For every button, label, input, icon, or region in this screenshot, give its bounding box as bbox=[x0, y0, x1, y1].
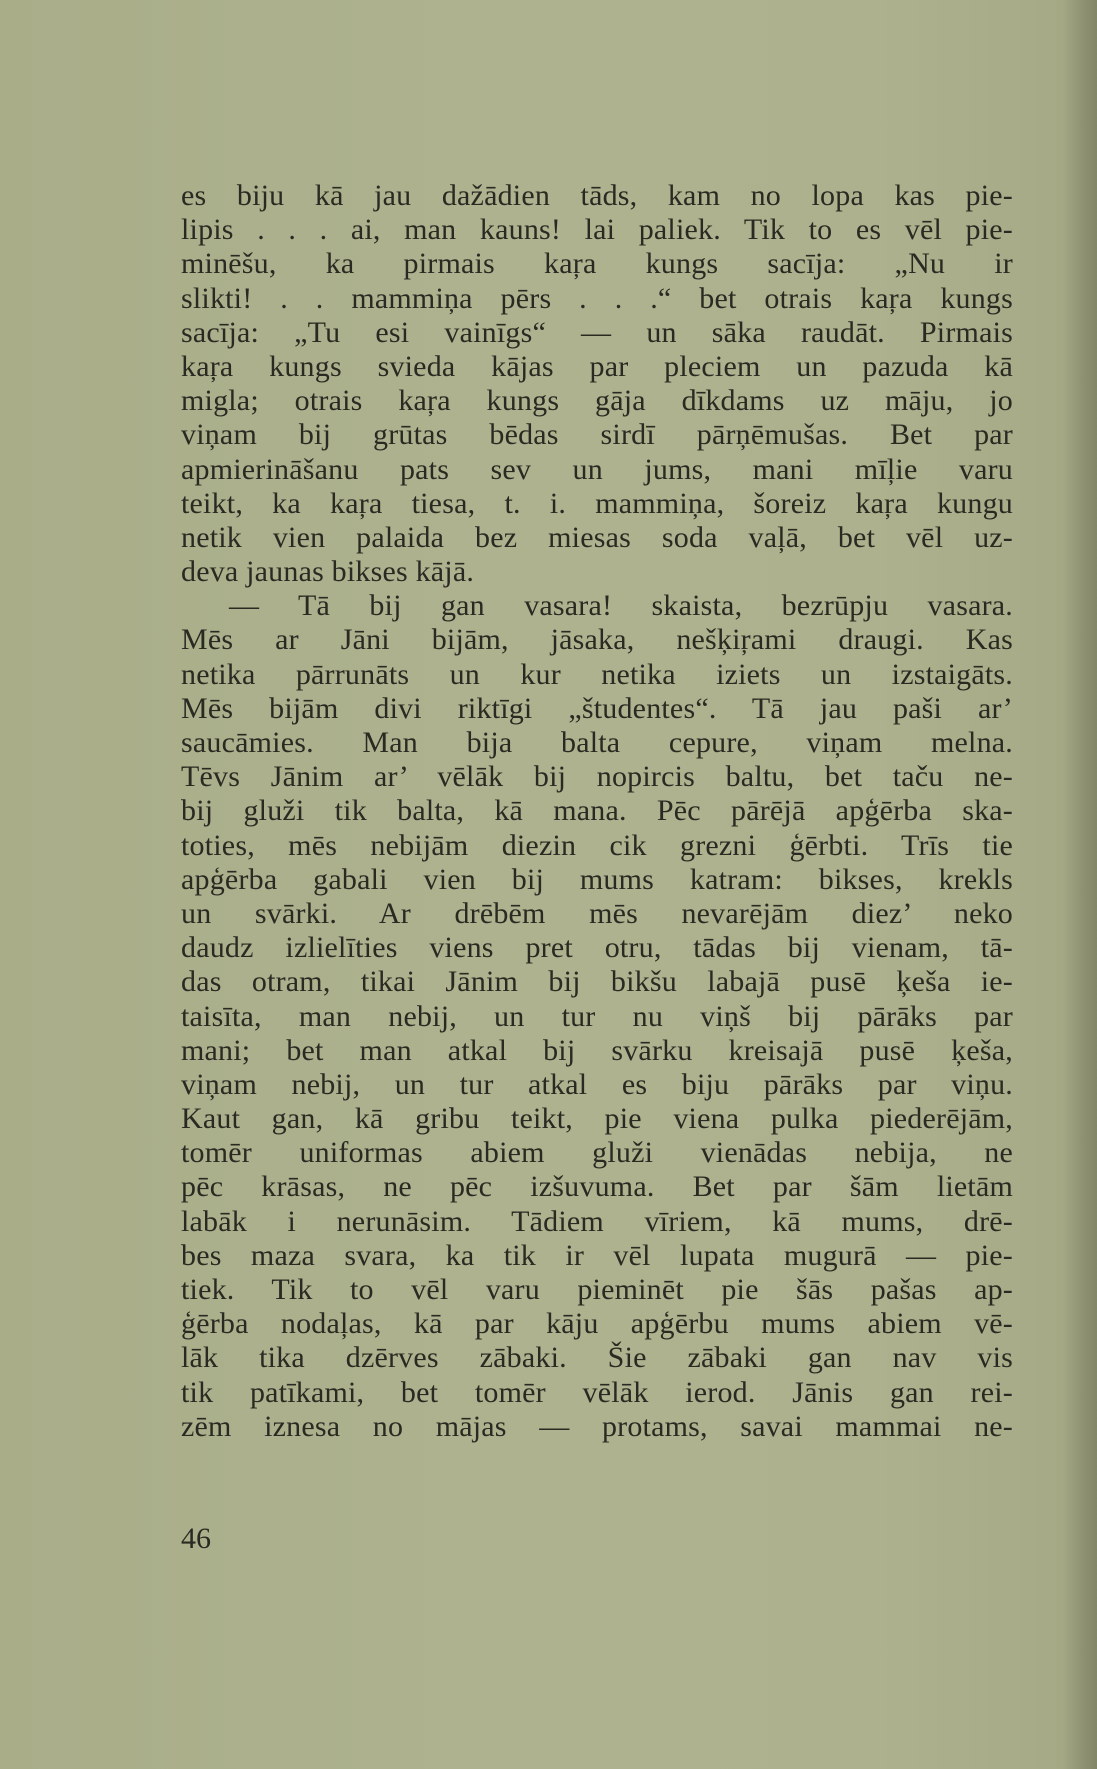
text-line: apmierināšanu pats sev un jums, mani mīļie varu bbox=[181, 452, 1013, 486]
text-line: Kaut gan, kā gribu teikt, pie viena pulka piederējām, bbox=[181, 1102, 1013, 1136]
text-line: kaŗa kungs svieda kājas par pleciem un pazuda kā bbox=[181, 349, 1013, 383]
text-line: migla; otrais kaŗa kungs gāja dīkdams uz māju, jo bbox=[181, 384, 1013, 418]
body-text bbox=[181, 179, 1013, 1444]
text-line: lāk tika dzērves zābaki. Šie zābaki gan nav vis bbox=[181, 1341, 1013, 1375]
text-line: tiek. Tik to vēl varu pieminēt pie šās pašas ap- bbox=[181, 1273, 1013, 1306]
text-line: un svārki. Ar drēbēm mēs nevarējām diez’ neko bbox=[181, 896, 1013, 930]
paragraph-end-line: deva jaunas bikses kājā. bbox=[181, 555, 475, 589]
text-line: labāk i nerunāsim. Tādiem vīriem, kā mums, drē- bbox=[181, 1204, 1013, 1238]
text-line: minēšu, ka pirmais kaŗa kungs sacīja: „Nu ir bbox=[181, 247, 1013, 281]
text-line: toties, mēs nebijām diezin cik grezni ģērbti. Trīs tie bbox=[181, 828, 1013, 862]
text-line: daudz izlielīties viens pret otru, tādas bij vienam, tā- bbox=[181, 931, 1013, 965]
text-line: sacīja: „Tu esi vainīgs“ — un sāka raudāt. Pirmais bbox=[181, 315, 1013, 349]
text-line: Tēvs Jānim ar’ vēlāk bij nopircis baltu, bet taču ne- bbox=[181, 760, 1013, 794]
text-line: slikti! . . mammiņa pērs . . .“ bet otrais kaŗa kungs bbox=[181, 281, 1013, 315]
text-line: Mēs bijām divi riktīgi „študentes“. Tā jau paši ar’ bbox=[181, 691, 1013, 725]
text-line: pēc krāsas, ne pēc izšuvuma. Bet par šām lietām bbox=[181, 1170, 1013, 1204]
text-line: mani; bet man atkal bij svārku kreisajā pusē ķeša, bbox=[181, 1033, 1013, 1067]
text-line: taisīta, man nebij, un tur nu viņš bij pārāks par bbox=[181, 999, 1013, 1033]
text-line: ģērba nodaļas, kā par kāju apģērbu mums abiem vē- bbox=[181, 1307, 1013, 1341]
text-line: netik vien palaida bez miesas soda vaļā, bet vēl uz- bbox=[181, 520, 1013, 554]
paragraph-start-line: — Tā bij gan vasara! skaista, bezrūpju vasara. bbox=[229, 589, 1013, 623]
text-line: viņam nebij, un tur atkal es biju pārāks par viņu. bbox=[181, 1067, 1013, 1101]
text-line: bes maza svara, ka tik ir vēl lupata mugurā — pie- bbox=[181, 1238, 1013, 1272]
text-line: teikt, ka kaŗa tiesa, t. i. mammiņa, šoreiz kaŗa kungu bbox=[181, 486, 1013, 520]
text-line: bij gluži tik balta, kā mana. Pēc pārējā apģērba ska- bbox=[181, 794, 1013, 828]
text-line: netika pārrunāts un kur netika iziets un izstaigāts. bbox=[181, 657, 1013, 691]
text-line: lipis . . . ai, man kauns! lai paliek. Tik to es vēl pie- bbox=[181, 213, 1013, 247]
text-line: tik patīkami, bet tomēr vēlāk ierod. Jānis gan rei- bbox=[181, 1375, 1013, 1409]
page-edge-shadow bbox=[1063, 0, 1097, 1769]
text-line: apģērba gabali vien bij mums katram: bikses, krekls bbox=[181, 862, 1013, 896]
text-line: zēm iznesa no mājas — protams, savai mammai ne- bbox=[181, 1409, 1013, 1443]
text-line: das otram, tikai Jānim bij bikšu labajā pusē ķeša ie- bbox=[181, 965, 1013, 999]
text-line: tomēr uniformas abiem gluži vienādas nebija, ne bbox=[181, 1136, 1013, 1170]
text-line: es biju kā jau dažādien tāds, kam no lopa kas pie- bbox=[181, 179, 1013, 212]
text-line: saucāmies. Man bija balta cepure, viņam melna. bbox=[181, 726, 1013, 759]
page-number: 46 bbox=[181, 1522, 211, 1555]
text-line: viņam bij grūtas bēdas sirdī pārņēmušas. Bet par bbox=[181, 418, 1013, 452]
text-line: Mēs ar Jāni bijām, jāsaka, nešķiŗami draugi. Kas bbox=[181, 623, 1013, 657]
